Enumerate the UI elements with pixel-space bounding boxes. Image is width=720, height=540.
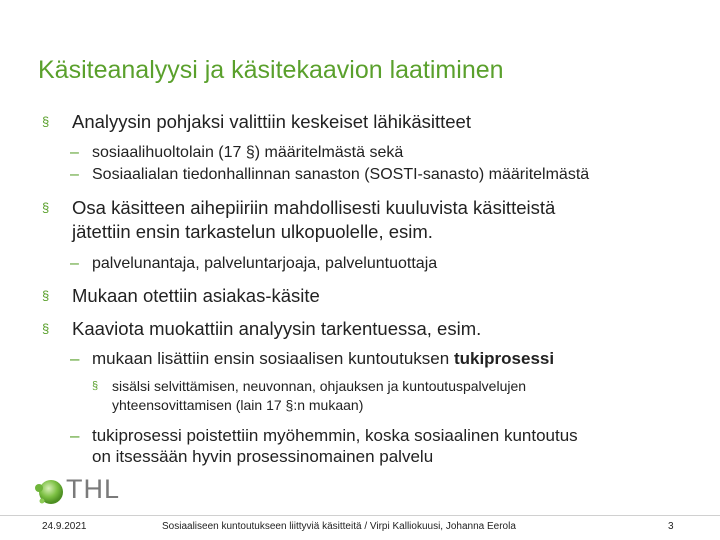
bullet-4 [42,317,692,341]
footer-divider [0,515,720,516]
sub-bullet [70,164,692,185]
sub-bullet-text: mukaan lisättiin ensin sosiaalisen kuntoutuksen [92,349,450,368]
bullet-marker: § [42,288,50,303]
sub-bullet-text: palvelunantaja, palveluntarjoaja, palveluntuottaja [92,255,438,272]
sub-sub-bullet-line-2: yhteensovittamisen (lain 17 §:n mukaan) [112,397,364,413]
page-number: 3 [668,521,674,532]
footer-date: 24.9.2021 [42,521,87,532]
sub-bullet-bold-term: tukiprosessi [453,349,555,368]
sub-sub-bullet [92,377,682,415]
bullet-2 [42,196,692,244]
sub-bullet-text: Sosiaalialan tiedonhallinnan sanaston (SOSTI-sanasto) määritelmästä [92,166,590,183]
dash-marker: – [70,166,79,183]
bullet-text-line-1: Osa käsitteen aihepiiriin mahdollisesti kuuluvista käsitteistä [72,197,556,218]
sub-bullet [70,253,692,274]
slide-title: Käsiteanalyysi ja käsitekaavion laatiminen [38,56,504,84]
bullet-text: Mukaan otettiin asiakas-käsite [72,285,320,306]
sub-bullet [70,142,692,163]
sub-bullet-text: sosiaalihuoltolain (17 §) määritelmästä sekä [92,144,404,161]
thl-logo [32,474,142,508]
thl-logo-icon [32,474,66,508]
dash-marker: – [70,255,79,272]
sub-bullet [70,348,692,369]
bullet-3 [42,284,692,308]
bullet-marker: § [42,114,50,129]
bullet-text: Kaaviota muokattiin analyysin tarkentuessa, esim. [72,318,482,339]
bullet-marker: § [42,321,50,336]
dash-marker: – [70,144,79,161]
dash-marker: – [70,426,80,445]
footer-caption: Sosiaaliseen kuntoutukseen liittyviä käsitteitä / Virpi Kalliokuusi, Johanna Eerola [162,521,516,532]
logo-text: THL [66,474,121,504]
sub-sub-bullet-line-1: sisälsi selvittämisen, neuvonnan, ohjauksen ja kuntoutuspalvelujen [112,378,527,394]
bullet-text-line-2: jätettiin ensin tarkastelun ulkopuolelle, esim. [72,221,433,242]
dash-marker: – [70,349,80,368]
bullet-marker: § [92,380,99,392]
bullet-marker: § [42,200,50,215]
sub-bullet [70,425,692,467]
sub-bullet-line-1: tukiprosessi poistettiin myöhemmin, koska sosiaalinen kuntoutus [92,426,578,445]
bullet-text: Analyysin pohjaksi valittiin keskeiset lähikäsitteet [72,111,471,132]
bullet-1 [42,110,692,134]
sub-bullet-line-2: on itsessään hyvin prosessinomainen palvelu [92,447,434,466]
